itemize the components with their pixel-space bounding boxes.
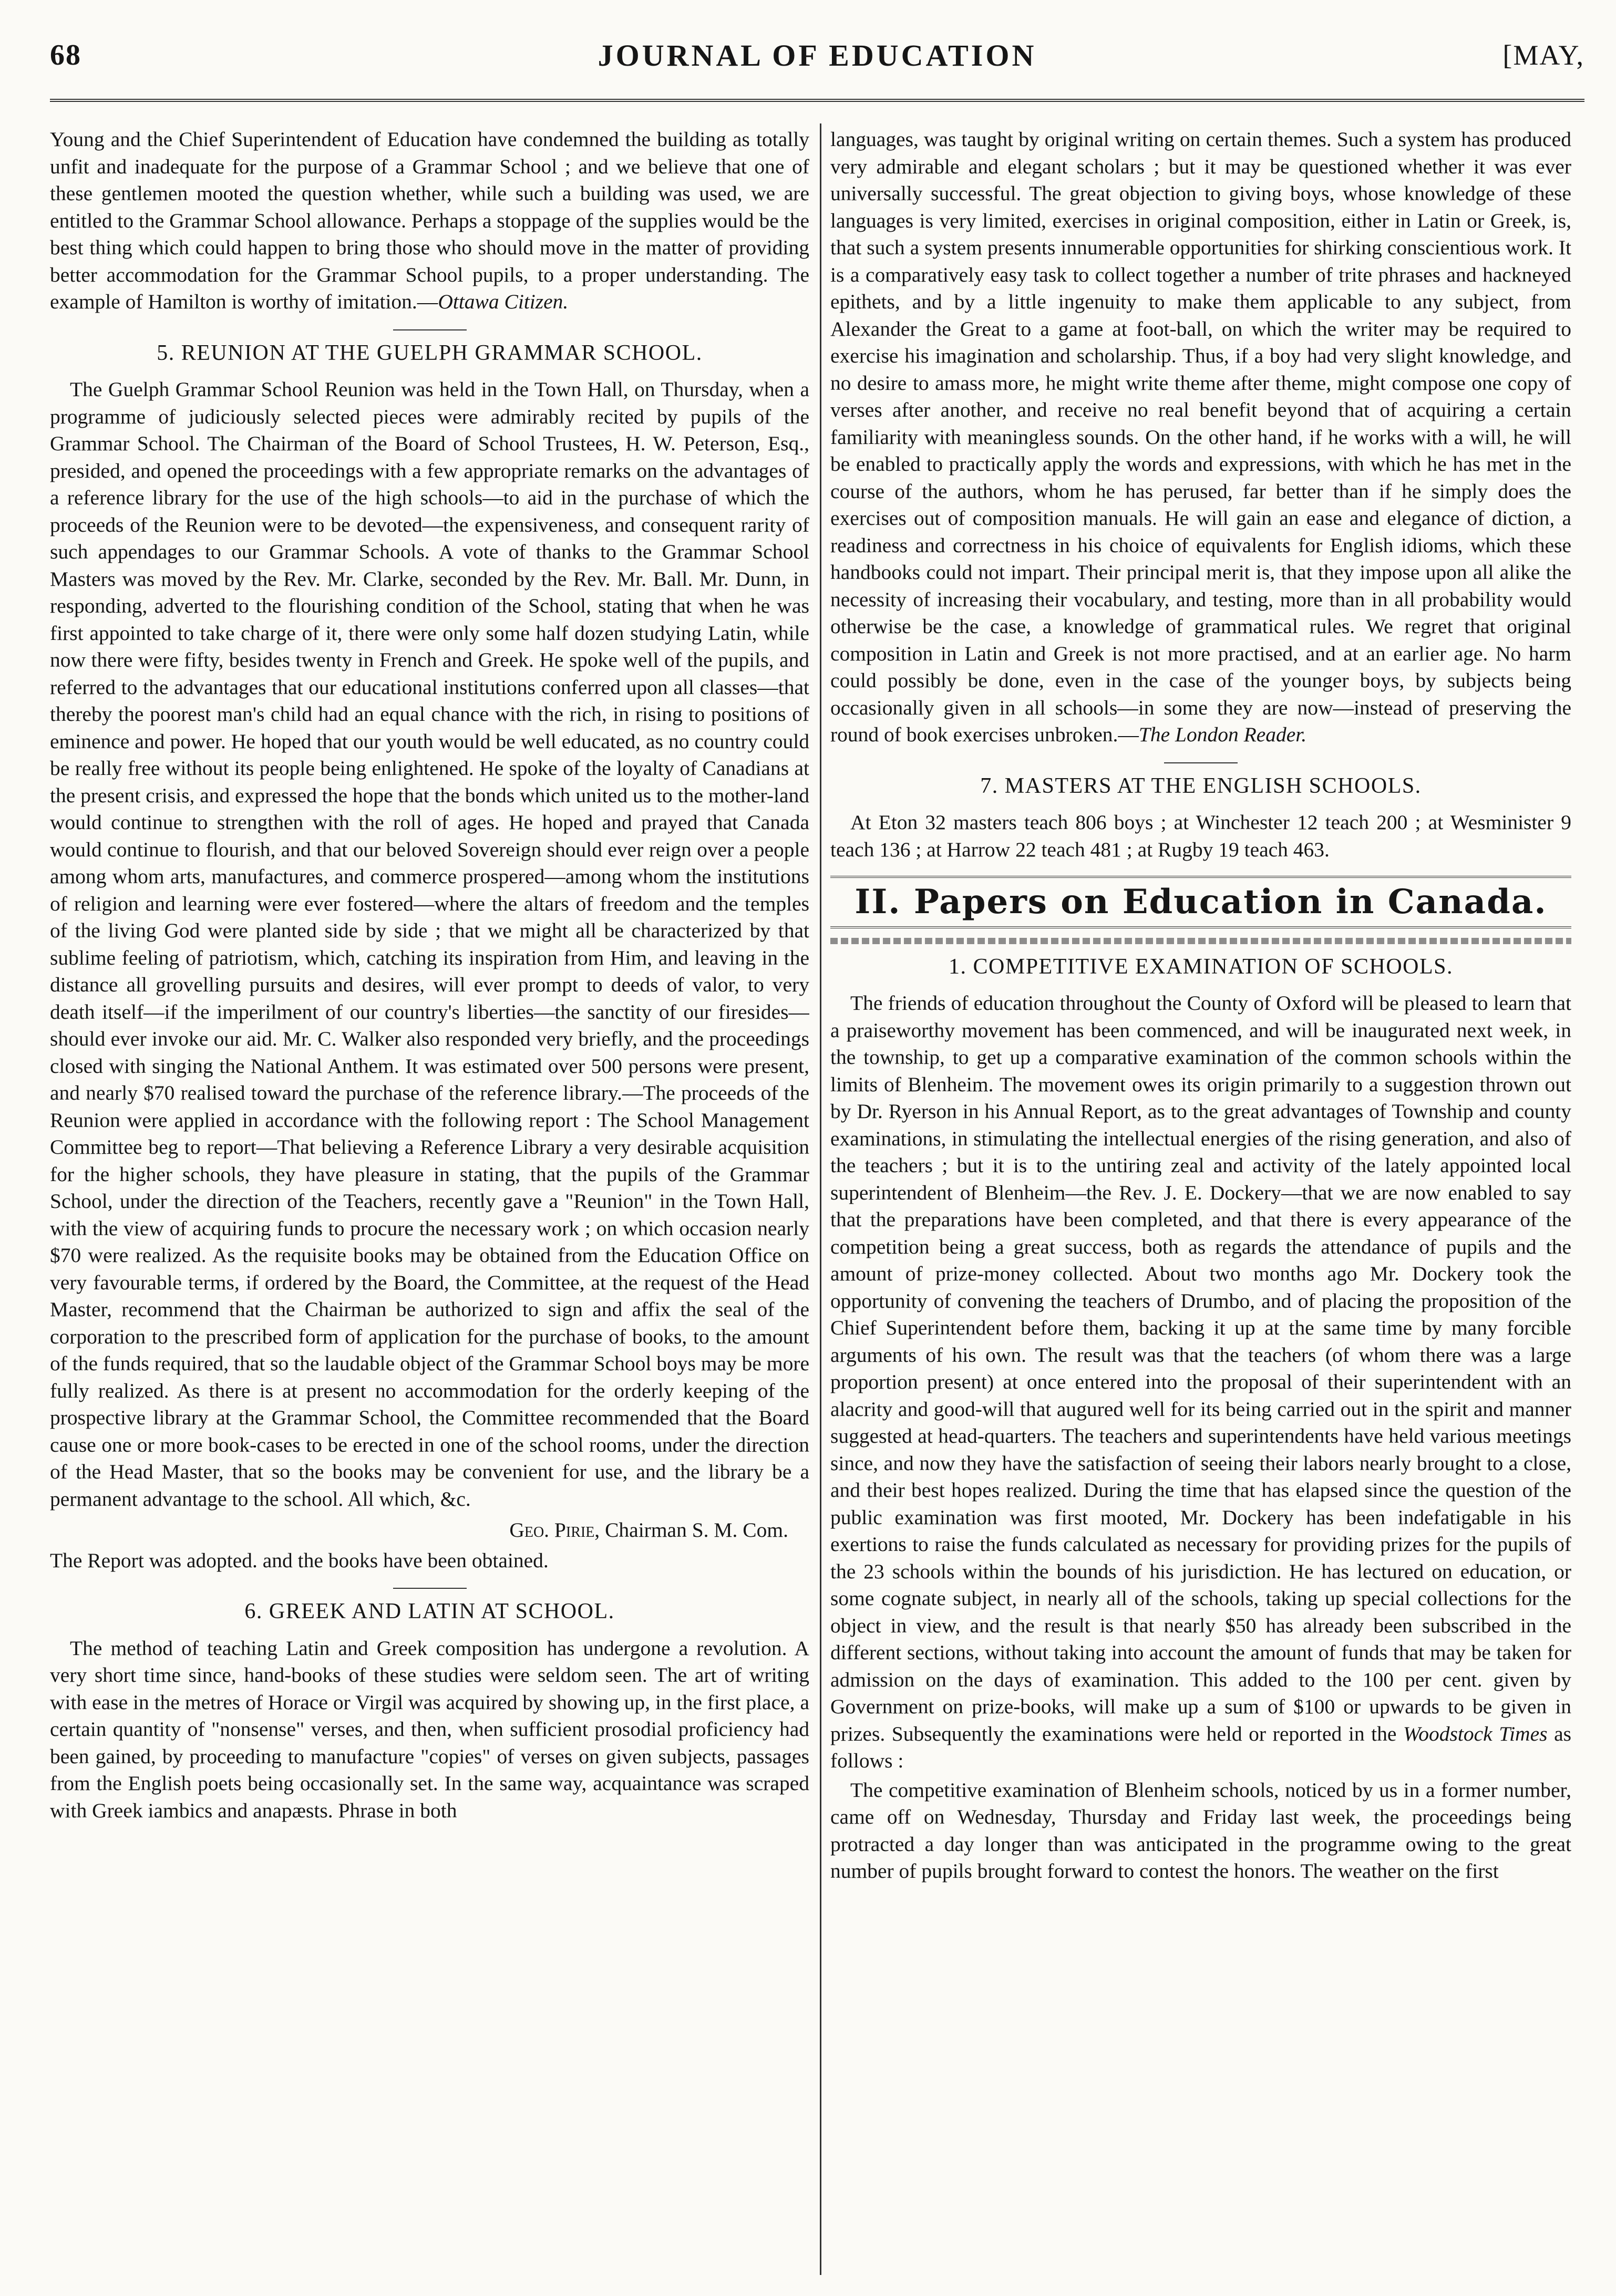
section-6-continued [830,126,1571,749]
wavy-rule [830,938,1571,944]
part-2-heading: II. Papers on Education in Canada. [830,876,1571,928]
journal-title: JOURNAL OF EDUCATION [598,38,1037,73]
section-5-paragraph: The Guelph Grammar School Reunion was held in the Town Hall, on Thursday, when a programme of judiciously selected pieces were admirably recited by pupils of the Grammar School. The Chairman of the Board of School Trustees, H. W. Peterson, Esq., presided, and opened the proceedings with a few appropriate remarks on the advantages of a reference library for the use of the high schools—to aid in the purchase of which the proceeds of the Reunion were to be devoted—the expensiveness, and consequent rarity of such appendages to our Grammar Schools. A vote of thanks to the Grammar School Masters was moved by the Rev. Mr. Clarke, seconded by the Rev. Mr. Ball. Mr. Dunn, in responding, adverted to the flourishing condition of the School, stating that when he was first appointed to take charge of it, there were only some half dozen studying Latin, while now there were fifty, besides twenty in French and Greek. He spoke well of the pupils, and referred to the advantages that our educational institutions conferred upon all classes—that thereby the poorest man's child had an equal chance with the rich, in rising to positions of eminence and power. He hoped that our youth would be well educated, as no country could be really free without its people being enlightened. He spoke of the loyalty of Canadians at the present crisis, and expressed the hope that the bonds which united us to the mother-land would continue to strengthen with the roll of ages. He hoped and prayed that Canada would continue to flourish, and that our beloved Sovereign should ever reign over a people among whom arts, manufactures, and commerce prospered—among whom the institutions of religion and learning were ever fostered—where the altars of freedom and the temples of the living God were planted side by side ; that we might all be characterized by that sublime feeling of patriotism, which, catching its inspiration from Him, and leaving in the distance all grovelling pursuits and desires, will ever prompt to deeds of valor, to very death itself—if the imperilment of our country's liberties—the sanctity of our firesides—should ever invoke our aid. Mr. C. Walker also responded very briefly, and the proceedings closed with singing the National Anthem. It was estimated over 500 persons were present, and nearly $70 realised toward the purchase of the reference library.—The proceeds of the Reunion were applied in accordance with the following report : The School Management Committee beg to report—That believing a Reference Library a very desirable acquisition for the higher schools, they have pleasure in stating, that the pupils of the Grammar School, under the direction of the Teachers, recently gave a "Reunion" in the Town Hall, with the view of acquiring funds to procure the necessary work ; on which occasion nearly $70 were realized. As the requisite books may be obtained from the Education Office on very favourable terms, if ordered by the Board, the Committee, at the request of the Head Master, recommend that the Chairman be authorized to sign and affix the seal of the corporation to the prescribed form of application for the purchase of books, to the amount of the funds required, that so the laudable object of the Grammar School boys may be more fully realized. As there is at present no accommodation for the orderly keeping of the prospective library at the Grammar School, the Committee recommended that the Board cause one or more book-cases to be erected in one of the school rooms, under the direction of the Head Master, that so the books may be convenient for use, and the library be a permanent advantage to the school. All which, &c. [50,378,809,1511]
issue-month: [MAY, [1502,39,1584,71]
signature-name: Geo. Pirie, [509,1518,600,1542]
header-rule [50,99,1584,102]
column-divider [820,123,821,2275]
left-column [50,126,809,2275]
intro-text: Young and the Chief Superintendent of Education have condemned the building as totally unfit and inadequate for the purpose of a Grammar School ; and we believe that one of these gentlemen mooted the question whether, while such a building was used, we are entitled to the Grammar School allowance. Perhaps a stoppage of the supplies would be the best thing which could happen to bring those who should move in the matter of providing better accommodation for the Grammar School pupils, to a proper understanding. The example of Hamilton is worthy of imitation.— [50,128,809,313]
section-6-paragraph: The method of teaching Latin and Greek composition has undergone a revolution. A very short time since, hand-books of these studies were seldom seen. The art of writing with ease in the metres of Horace or Virgil was acquired by showing up, in the first place, a certain quantity of "nonsense" verses, and then, when sufficient prosodial proficiency had been gained, by proceeding to manufacture "copies" of verses on given subjects, passages from the English poets being occasionally set. In the same way, acquaintance was scraped with Greek iambics and anapæsts. Phrase in both [50,1636,809,1822]
intro-source: Ottawa Citizen. [438,290,569,313]
section-7-paragraph: At Eton 32 masters teach 806 boys ; at Winchester 12 teach 200 ; at Wesminister 9 teach 136 ; at Harrow 22 teach 481 ; at Rugby 19 teach 463. [830,811,1571,861]
canada-section-1-text-end: as follows : [830,1722,1571,1772]
canada-section-1-paragraph [830,990,1571,1775]
section-7-title: 7. MASTERS AT THE ENGLISH SCHOOLS. [980,773,1422,798]
canada-section-1-paragraph-2: The competitive examination of Blenheim schools, noticed by us in a former number, came off on Wednesday, Thursday and Friday last week, the proceedings being protracted a day longer than was anticipated in the programme owing to the great number of pupils brought forward to contest the honors. The weather on the first [830,1778,1571,1883]
section-6-title: 6. GREEK AND LATIN AT SCHOOL. [244,1599,615,1623]
section-separator [393,329,467,330]
intro-paragraph [50,126,809,316]
page-header [50,16,1584,95]
canada-section-1-title: 1. COMPETITIVE EXAMINATION OF SCHOOLS. [949,954,1453,979]
section-6-source: The London Reader. [1138,723,1307,746]
page-number: 68 [50,39,81,71]
section-separator [393,1588,467,1589]
canada-section-1-text: The friends of education throughout the County of Oxford will be pleased to learn that a praiseworthy movement has been commenced, and will be inaugurated next week, in the township, to get up a comparative examination of the common schools within the limits of Blenheim. The movement owes its origin primarily to a suggestion thrown out by Dr. Ryerson in his Annual Report, as to the great advantages of Township and county examinations, in stimulating the intellectual energies of the rising generation, and also of the teachers ; but it is to the untiring zeal and activity of the lately appointed local superintendent of Blenheim—the Rev. J. E. Dockery—that we are now enabled to say that the preparations have been completed, and that there is every appearance of the competition being a great success, both as regards the attendance of pupils and the amount of prize-money collected. About two months ago Mr. Dockery took the opportunity of convening the teachers of Drumbo, and of placing the proposition of the Chief Superintendent before them, backing it up at the same time by many forcible arguments of his own. The result was that the teachers (of whom there was a large proportion present) at once entered into the proposal of their superintendent with an alacrity and good-will that augured well for its being carried out in the spirit and manner suggested at head-quarters. The teachers and superintendents have held various meetings since, and now they have the satisfaction of seeing their labors nearly brought to a close, and their best hopes realized. During the time that has elapsed since the question of the public examination was first mooted, Mr. Dockery has been indefatigable in his exertions to raise the funds calculated as necessary for providing prizes for the pupils of the 23 schools within the bounds of his jurisdiction. He has lectured on education, or some cognate subject, in nearly all of the schools, taking up special collections for the object in view, and the result is that nearly $50 has already been subscribed in the different sections, without taking into account the amount of funds that may be taken for admission on the days of examination. This added to the 100 per cent. given by Government on prize-books, will make up a sum of $100 or upwards to be given in prizes. Subsequently the examinations were held or reported in the [830,991,1571,1745]
right-column [830,126,1571,2275]
section-5-title: 5. REUNION AT THE GUELPH GRAMMAR SCHOOL. [157,340,703,365]
signature [50,1517,788,1544]
section-5-closing: The Report was adopted. and the books have been obtained. [50,1548,549,1572]
canada-section-1-source: Woodstock Times [1403,1722,1548,1745]
section-6-continued-text: languages, was taught by original writing on certain themes. Such a system has produced very admirable and elegant scholars ; but it may be questioned whether it was ever universally successful. The great objection to giving boys, whose knowledge of these languages is very limited, exercises in original composition, either in Latin or Greek, is, that such a system presents innumerable opportunities for shirking conscientious work. It is a comparatively easy task to collect together a number of trite phrases and hackneyed epithets, and by a little ingenuity to make them applicable to any subject, from Alexander the Great to a game at foot-ball, on which the writer may be required to exercise his imagination and scholarship. Thus, if a boy had very slight knowledge, and no desire to amass more, he might write theme after theme, might compose one copy of verses after another, and receive no real benefit beyond that of acquiring a certain familiarity with meaningless sounds. On the other hand, if he works with a will, he will be enabled to practically apply the words and expressions, with which he has met in the course of the authors, whom he has perused, far better than if he simply does the exercises out of composition manuals. He will gain an ease and elegance of diction, a readiness and correctness in his choice of equivalents for English idioms, which these handbooks could not impart. Their principal merit is, that they impose upon all alike the necessity of increasing their vocabulary, and testing, more than in all probability would otherwise be the case, a knowledge of grammatical rules. We regret that original composition in Latin and Greek is not more practised, and at an earlier age. No harm could possibly be done, even in the case of the younger boys, by subjects being occasionally given in all schools—in some they are now—instead of preserving the round of book exercises unbroken.— [830,128,1571,746]
signature-title: Chairman S. M. Com. [605,1518,788,1542]
section-separator [1164,762,1238,763]
